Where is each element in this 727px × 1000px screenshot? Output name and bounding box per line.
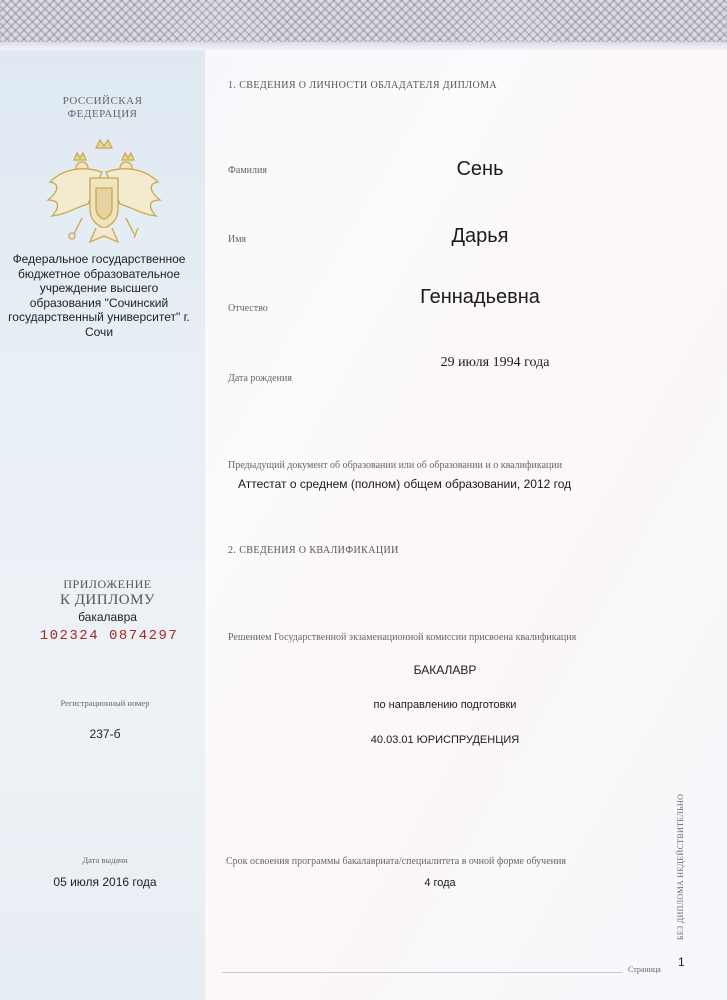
patronymic-label: Отчество (228, 303, 268, 314)
issue-date: 05 июля 2016 года (53, 875, 157, 889)
registration-number: 237-б (89, 727, 121, 741)
university-name: Федеральное государственное бюджетное образовательное учреждение высшего образования "Сочинский государственный университет" г. Сочи (8, 252, 190, 339)
appendix-title: ПРИЛОЖЕНИЕ (63, 577, 152, 591)
appendix-subtitle: К ДИПЛОМУ (59, 592, 156, 608)
direction-label: по направлению подготовки (373, 699, 517, 711)
bottom-divider (222, 972, 622, 973)
name-label: Имя (228, 234, 247, 245)
section-personal-title: 1. СВЕДЕНИЯ О ЛИЧНОСТИ ОБЛАДАТЕЛЯ ДИПЛОМА (228, 80, 497, 91)
previous-document-value: Аттестат о среднем (полном) общем образовании, 2012 год (238, 477, 572, 491)
page-number: 1 (678, 955, 685, 969)
birth-date-label: Дата рождения (228, 373, 292, 384)
patronymic-value: Геннадьевна (420, 286, 540, 308)
section-qualification-title: 2. СВЕДЕНИЯ О КВАЛИФИКАЦИИ (228, 545, 399, 556)
guilloche-top-border (0, 0, 727, 50)
appendix-degree: бакалавра (78, 610, 137, 624)
birth-date-value: 29 июля 1994 года (440, 355, 550, 370)
study-term-value: 4 года (424, 877, 456, 889)
study-term-label: Срок освоения программы бакалавриата/специалитета в очной форме обучения (226, 856, 566, 867)
coat-of-arms-icon (44, 138, 164, 250)
surname-value: Сень (456, 158, 504, 180)
country-name: РОССИЙСКАЯ ФЕДЕРАЦИЯ (62, 95, 143, 120)
page-label: Страница (628, 965, 661, 974)
issue-date-label: Дата выдачи (82, 855, 128, 865)
previous-document-label: Предыдущий документ об образовании или об образовании и о квалификации (228, 460, 563, 471)
commission-decision-label: Решением Государственной экзаменационной комиссии присвоена квалификация (228, 632, 577, 643)
registration-label: Регистрационный номер (60, 698, 150, 708)
qualification-value: БАКАЛАВР (413, 663, 477, 677)
invalid-without-diploma-note (676, 760, 690, 940)
invalid-without-diploma-text: БЕЗ ДИПЛОМА НЕДЕЙСТВИТЕЛЬНО (676, 793, 685, 940)
surname-label: Фамилия (228, 165, 267, 176)
direction-value: 40.03.01 ЮРИСПРУДЕНЦИЯ (370, 734, 520, 746)
name-value: Дарья (451, 225, 509, 247)
serial-number: 102324 0874297 (39, 628, 179, 644)
